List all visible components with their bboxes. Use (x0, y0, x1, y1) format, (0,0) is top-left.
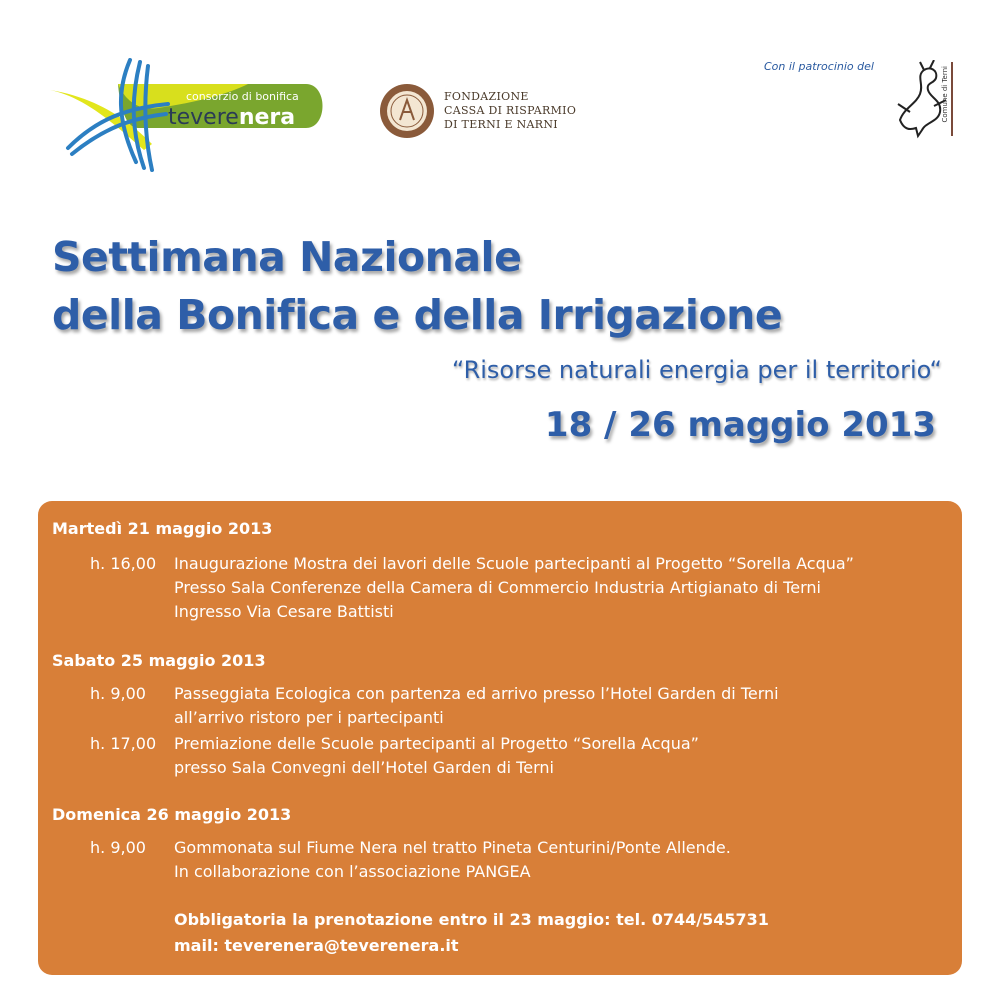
event-time: h. 9,00 (90, 838, 146, 857)
fondazione-line: DI TERNI E NARNI (444, 118, 558, 131)
event-line: Ingresso Via Cesare Battisti (174, 602, 394, 621)
event-description (174, 732, 699, 780)
day-heading: Martedì 21 maggio 2013 (52, 519, 273, 538)
page-title (52, 228, 782, 344)
comune-label: Comune di Terni (941, 66, 949, 123)
event-line: In collaborazione con l’associazione PANGEA (174, 862, 531, 881)
event-line: presso Sala Convegni dell’Hotel Garden di Terni (174, 758, 554, 777)
logo-water-strokes (68, 60, 168, 170)
fondazione-text (444, 90, 576, 132)
day-heading: Sabato 25 maggio 2013 (52, 651, 266, 670)
event-line: Presso Sala Conferenze della Camera di Commercio Industria Artigianato di Terni (174, 578, 821, 597)
subtitle: “Risorse naturali energia per il territorio“ (451, 356, 942, 384)
event-line: all’arrivo ristoro per i partecipanti (174, 708, 444, 727)
logo-name-text: teverenera (168, 105, 296, 130)
event-time: h. 9,00 (90, 684, 146, 703)
event-line: Passeggiata Ecologica con partenza ed arrivo presso l’Hotel Garden di Terni (174, 684, 779, 703)
comune-di-terni-dragon-icon (890, 60, 960, 140)
event-time: h. 16,00 (90, 554, 157, 573)
event-description (174, 552, 854, 624)
event-time: h. 17,00 (90, 734, 157, 753)
program-box (38, 501, 962, 975)
logo-small-text: consorzio di bonifica (186, 90, 299, 103)
event-description (174, 682, 779, 730)
event-description (174, 836, 731, 884)
patrocinio-label: Con il patrocinio del (764, 60, 874, 73)
event-dates: 18 / 26 maggio 2013 (544, 405, 936, 445)
fondazione-line: FONDAZIONE (444, 90, 529, 103)
consorzio-logo (48, 58, 338, 178)
booking-note (174, 907, 769, 959)
fondazione-line: CASSA DI RISPARMIO (444, 104, 577, 117)
fondazione-logo (378, 82, 578, 142)
event-line: Gommonata sul Fiume Nera nel tratto Pineta Centurini/Ponte Allende. (174, 838, 731, 857)
day-heading: Domenica 26 maggio 2013 (52, 805, 292, 824)
event-line: Premiazione delle Scuole partecipanti al Progetto “Sorella Acqua” (174, 734, 699, 753)
booking-phone: Obbligatoria la prenotazione entro il 23 maggio: tel. 0744/545731 (174, 910, 769, 929)
comune-divider (951, 62, 953, 136)
event-line: Inaugurazione Mostra dei lavori delle Scuole partecipanti al Progetto “Sorella Acqua” (174, 554, 854, 573)
title-line: della Bonifica e della Irrigazione (52, 291, 783, 339)
title-line: Settimana Nazionale (52, 233, 522, 281)
fondazione-seal-icon (378, 82, 436, 140)
booking-email: mail: teverenera@teverenera.it (174, 936, 459, 955)
